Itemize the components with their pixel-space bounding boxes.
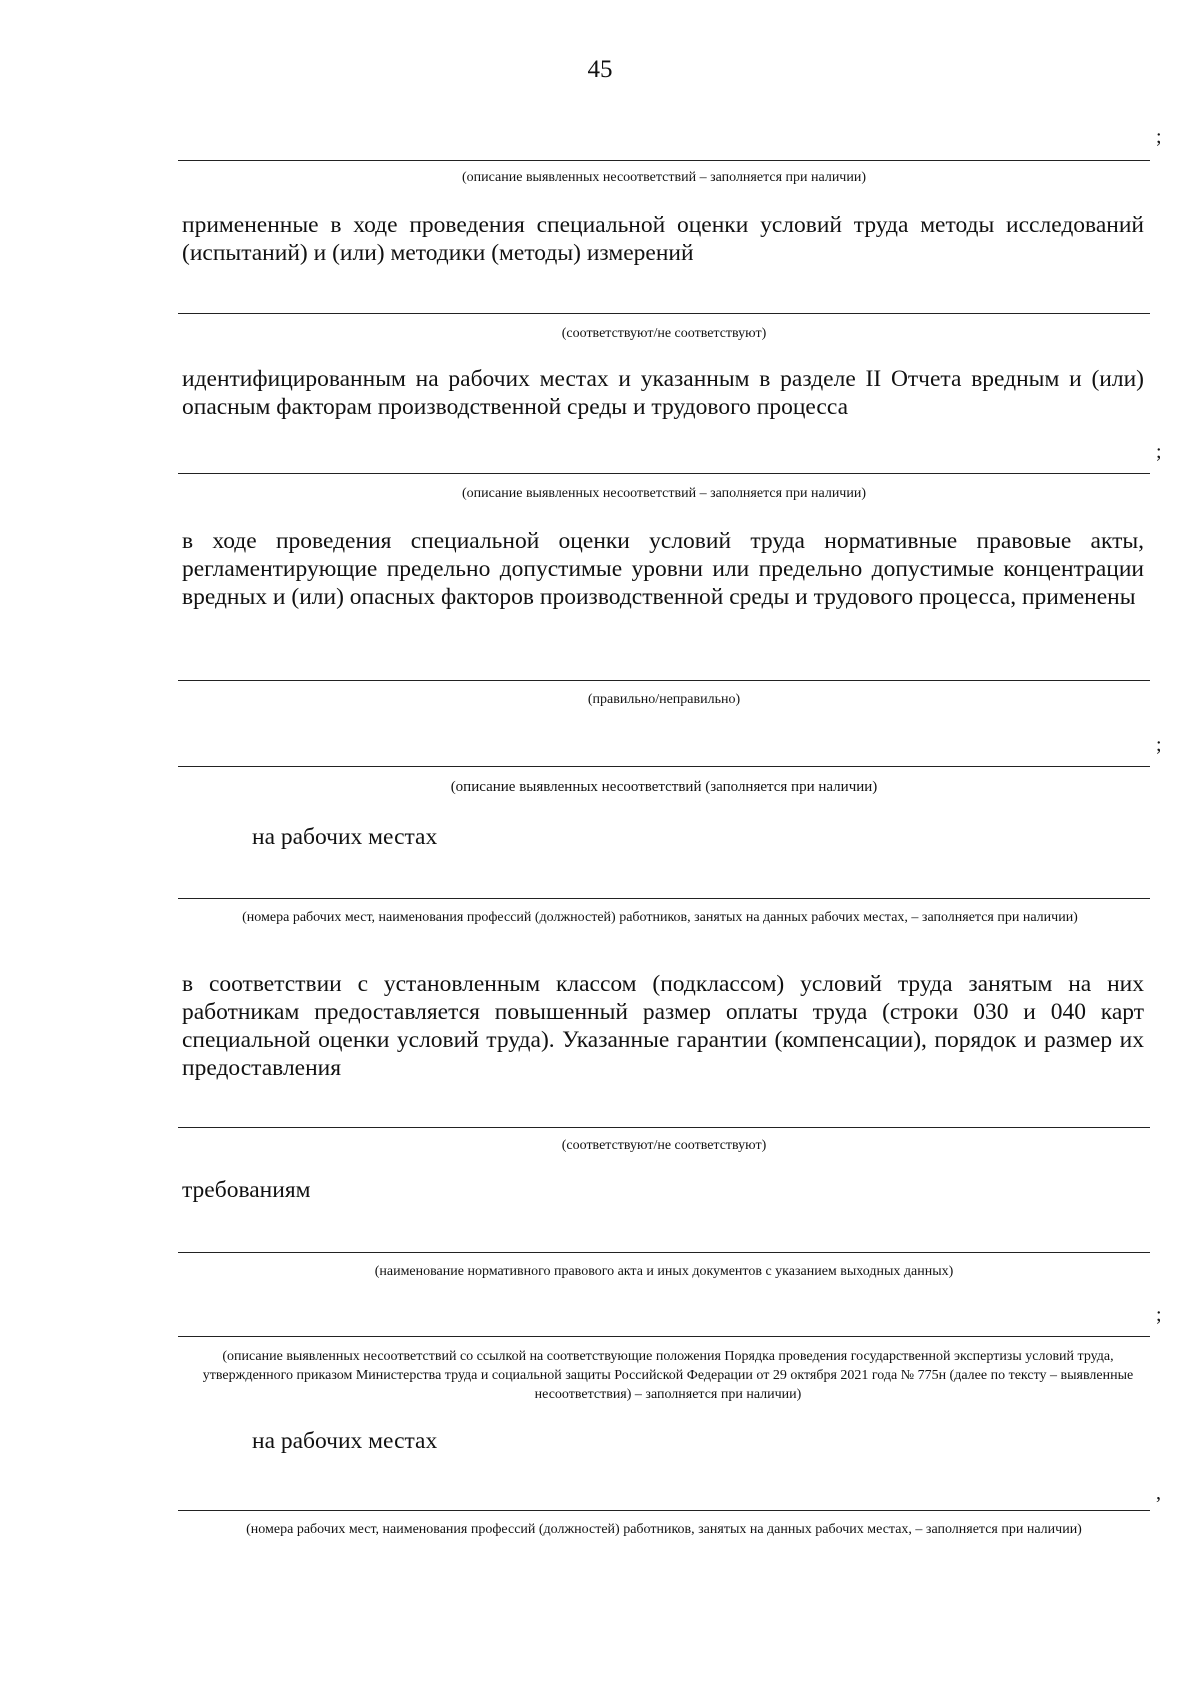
body-paragraph: в ходе проведения специальной оценки условий труда нормативные правовые акты, регламентирующие предельно допустимые уровни или предельно допустимые концентрации вредных и (или) опасных факторов производственной среды и трудового процесса, применены xyxy=(182,528,1144,610)
line-end-mark: , xyxy=(1156,1482,1161,1504)
field-caption: (правильно/неправильно) xyxy=(587,692,741,707)
body-paragraph: на рабочих местах xyxy=(252,824,438,850)
field-caption: (соответствуют/не соответствуют) xyxy=(561,1138,767,1153)
line-end-mark: ; xyxy=(1156,441,1162,463)
field-caption: (описание выявленных несоответствий со ссылкой на соответствующие положения Порядка проведения государственной экспертизы условий труда, утвержденного приказом Министерства труда и социальной защиты Российской Федерации от 29 октября 2021 года № 775н (далее по тексту – выявленные несоответствия) – заполняется при наличии) xyxy=(202,1349,1134,1402)
field-caption: (номера рабочих мест, наименования профессий (должностей) работников, занятых на данных рабочих местах, – заполняется при наличии) xyxy=(246,1522,1082,1537)
blank-line[interactable] xyxy=(178,160,1150,161)
body-paragraph: в соответствии с установленным классом (подклассом) условий труда занятым на них работникам предоставляется повышенный размер оплаты труда (строки 030 и 040 карт специальной оценки условий труда). Указанные гарантии (компенсации), порядок и размер их предоставления xyxy=(182,971,1144,1081)
field-caption: (описание выявленных несоответствий – заполняется при наличии) xyxy=(462,170,866,185)
line-end-mark: ; xyxy=(1156,126,1162,148)
body-paragraph: примененные в ходе проведения специальной оценки условий труда методы исследований (испытаний) и (или) методики (методы) измерений xyxy=(182,212,1144,266)
blank-line[interactable] xyxy=(178,473,1150,474)
page-number: 45 xyxy=(587,56,613,83)
blank-line[interactable] xyxy=(178,898,1150,899)
blank-line[interactable] xyxy=(178,766,1150,767)
field-caption: (соответствуют/не соответствуют) xyxy=(561,326,767,341)
blank-line[interactable] xyxy=(178,1127,1150,1128)
body-paragraph: идентифицированным на рабочих местах и указанным в разделе II Отчета вредным и (или) опасным факторам производственной среды и трудового процесса xyxy=(182,366,1144,420)
field-caption: (описание выявленных несоответствий (заполняется при наличии) xyxy=(450,779,878,795)
blank-line[interactable] xyxy=(178,680,1150,681)
blank-line[interactable] xyxy=(178,1336,1150,1337)
field-caption: (номера рабочих мест, наименования профессий (должностей) работников, занятых на данных рабочих местах, – заполняется при наличии) xyxy=(242,910,1078,925)
line-end-mark: ; xyxy=(1156,734,1162,756)
blank-line[interactable] xyxy=(178,1252,1150,1253)
body-paragraph: требованиям xyxy=(182,1177,311,1203)
field-caption: (описание выявленных несоответствий – заполняется при наличии) xyxy=(462,486,866,501)
body-paragraph: на рабочих местах xyxy=(252,1428,438,1454)
blank-line[interactable] xyxy=(178,313,1150,314)
field-caption: (наименование нормативного правового акта и иных документов с указанием выходных данных) xyxy=(374,1264,954,1279)
blank-line[interactable] xyxy=(178,1510,1150,1511)
line-end-mark: ; xyxy=(1156,1304,1162,1326)
